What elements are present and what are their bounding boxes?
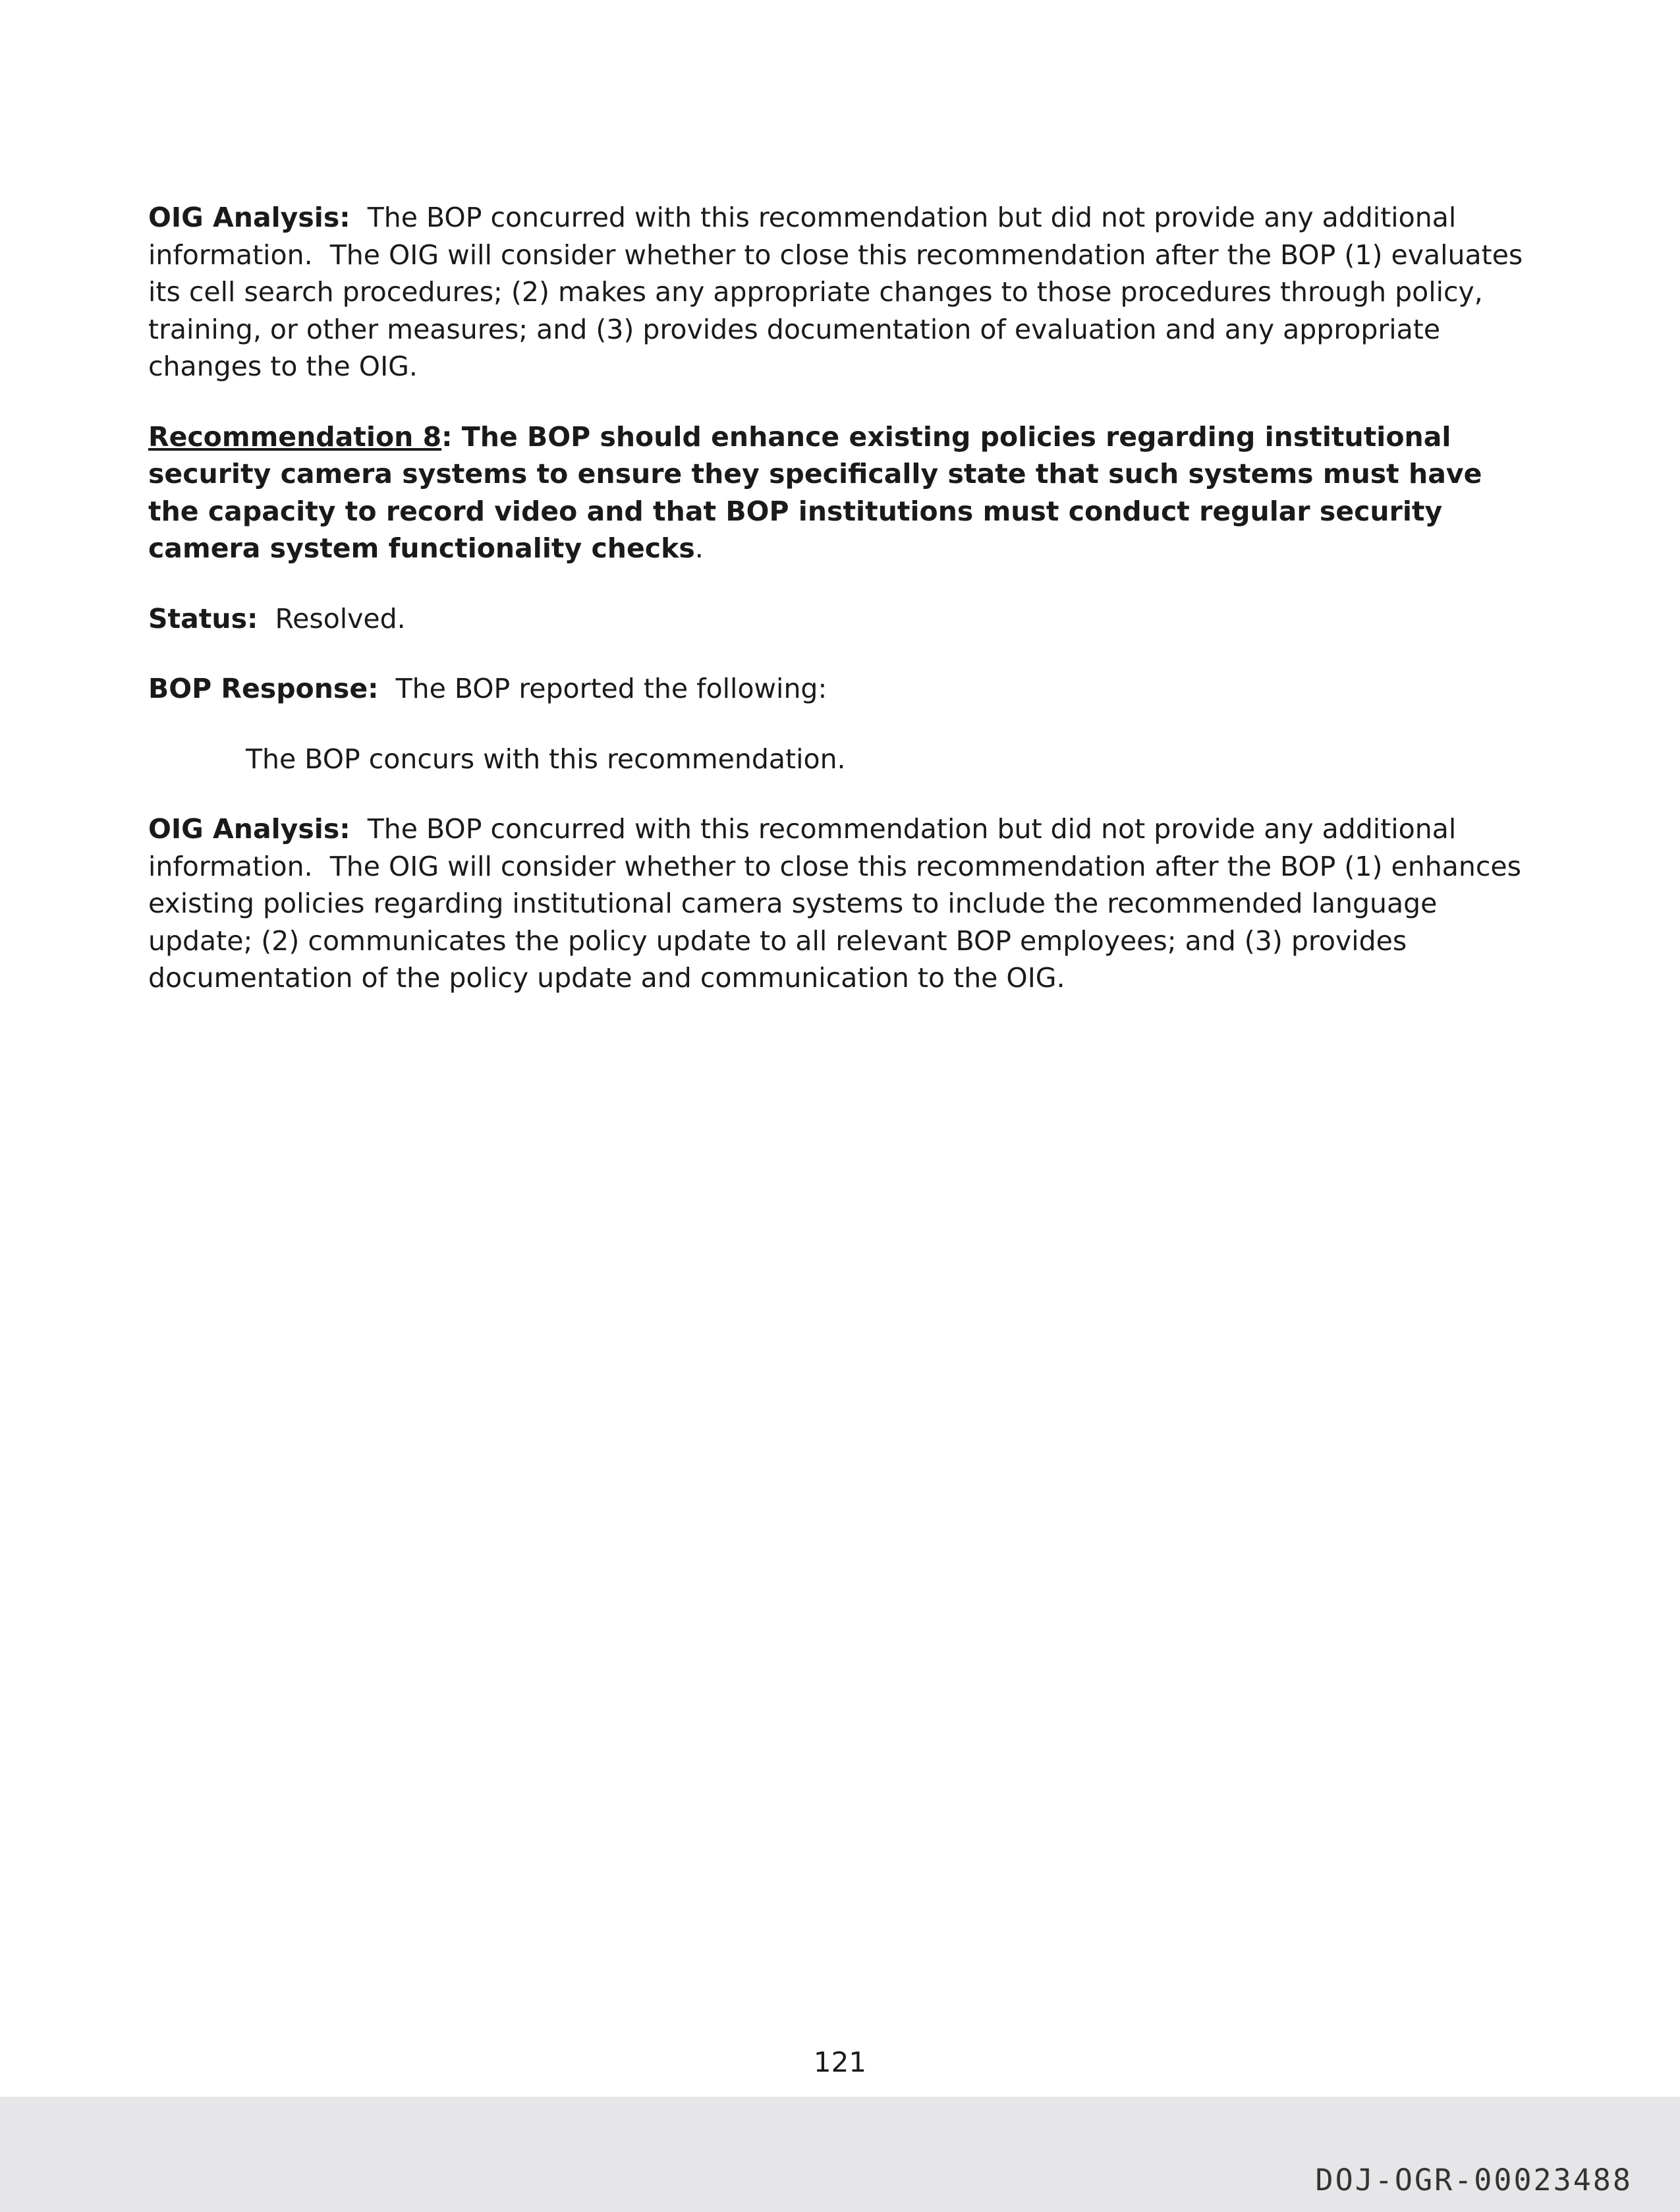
oig-analysis-label: OIG Analysis:: [148, 813, 350, 845]
oig-analysis-text: The BOP concurred with this recommendation but did not provide any additional information. The OIG will consider whether to close this recommendation after the BOP (1) evaluates its cell search procedures; (2) makes any appropriate changes to those procedures through policy, training, or other measures; and (3) provides documentation of evaluation and any appropriate changes to the OIG.: [148, 202, 1532, 382]
recommendation-8-paragraph: [148, 418, 1538, 567]
oig-analysis-label: OIG Analysis:: [148, 202, 350, 233]
bop-response-quote: The BOP concurs with this recommendation.: [246, 743, 846, 775]
recommendation-text: : The BOP should enhance existing policies regarding institutional security camera systems to ensure they specifically state that such systems must have the capacity to record video and that BOP institutions must conduct regular security camera system functionality checks: [148, 420, 1482, 564]
page-number: 121: [813, 2046, 867, 2078]
bop-response-paragraph: [148, 670, 1538, 708]
status-text: Resolved.: [258, 602, 406, 635]
recommendation-end: .: [694, 532, 704, 564]
status-paragraph: [148, 600, 1538, 638]
bop-response-text: The BOP reported the following:: [378, 673, 827, 704]
bop-response-label: BOP Response:: [148, 673, 379, 704]
status-label: Status:: [148, 602, 258, 635]
recommendation-label: Recommendation 8: [148, 420, 442, 453]
oig-analysis-paragraph-1: [148, 199, 1538, 385]
bates-number: DOJ-OGR-00023488: [1315, 2163, 1633, 2198]
document-body: [148, 199, 1538, 1030]
oig-analysis-paragraph-2: [148, 810, 1538, 997]
oig-analysis-text: The BOP concurred with this recommendation but did not provide any additional information. The OIG will consider whether to close this recommendation after the BOP (1) enhances existing policies regarding institutional camera systems to include the recommended language update; (2) communicates the policy update to all relevant BOP employees; and (3) provides documentation of the policy update and communication to the OIG.: [148, 813, 1530, 994]
